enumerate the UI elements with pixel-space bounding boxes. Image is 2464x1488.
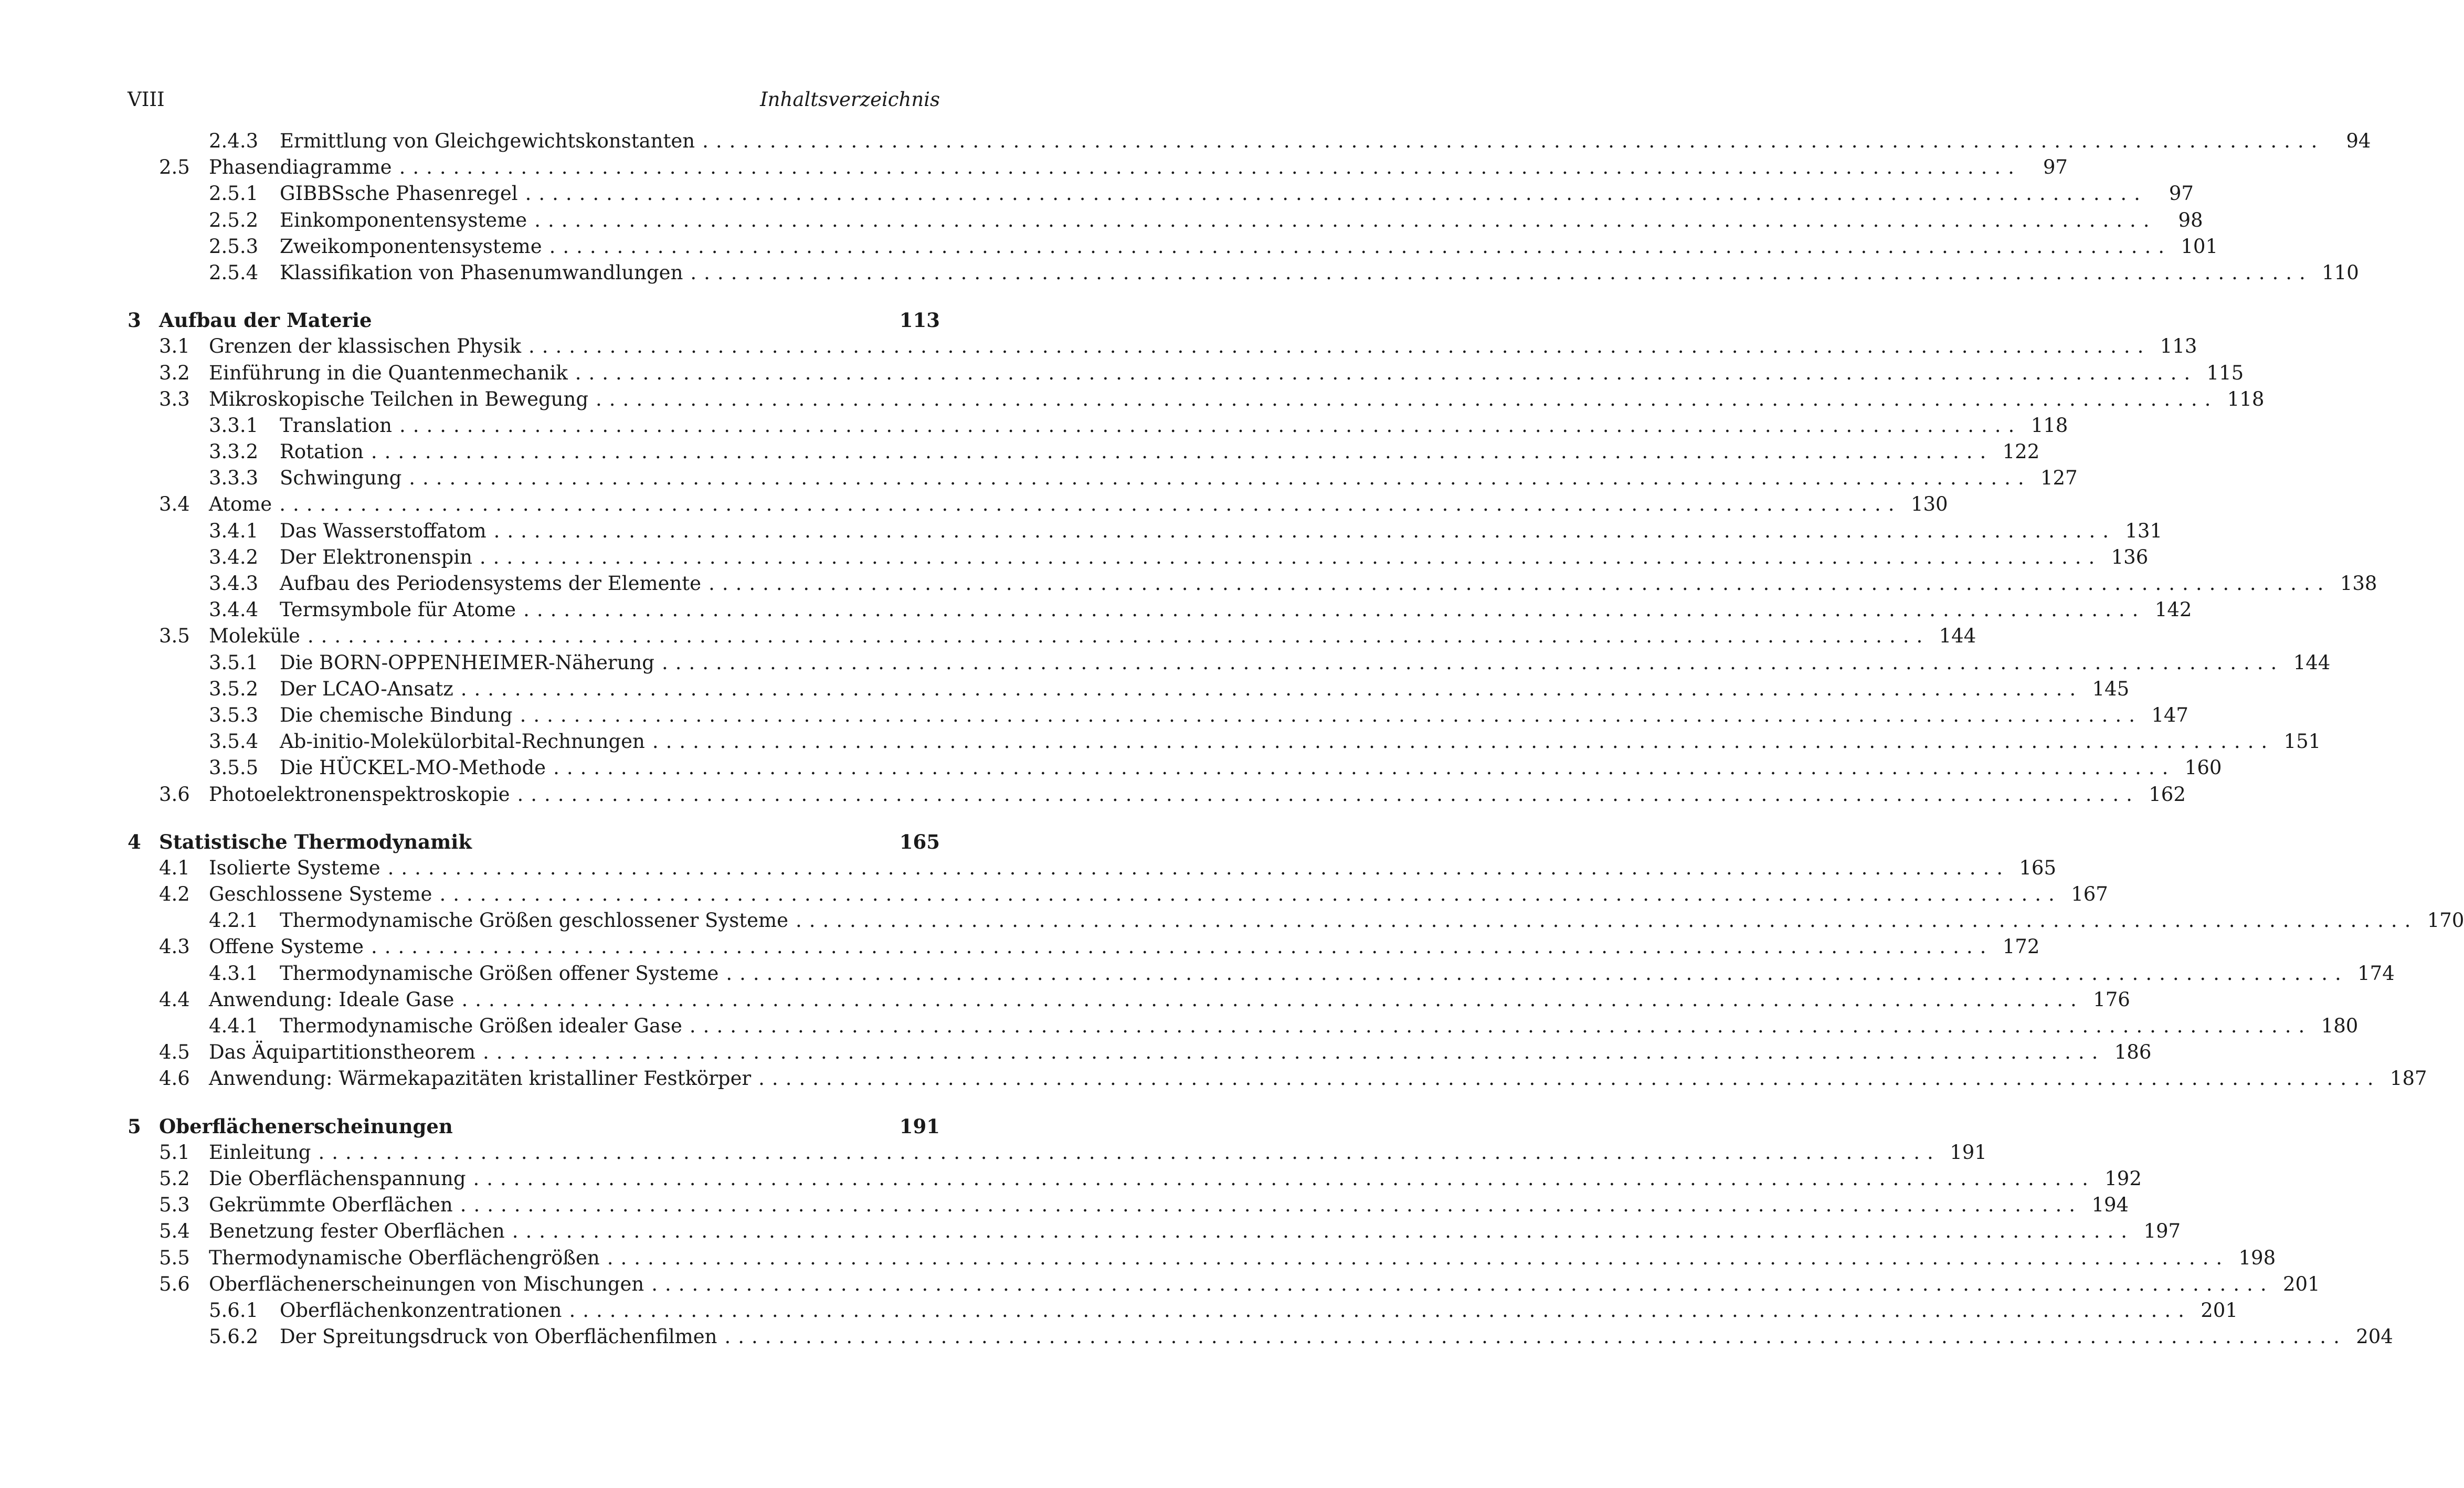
toc-entry-line [280,439,2040,465]
toc-entry-title: Geschlossene Systeme [209,883,432,906]
toc-entry-page: 165 [2019,856,2056,879]
toc-entry-page: 170 [2427,909,2464,932]
dot-leader: ........................................................................................................................ [525,182,2148,205]
toc-entry[interactable] [128,234,2218,260]
dot-leader: ........................................................................................................................ [371,935,1994,958]
toc-entry-number: 3.4 [159,493,190,516]
dot-leader: ........................................................................................................................ [651,1272,2274,1295]
toc-entry-title: Rotation [280,440,364,463]
toc-entry[interactable] [128,755,2222,781]
toc-entry-line [280,676,2130,702]
toc-entry-number: 2.5 [159,156,190,179]
dot-leader: ........................................................................................................................ [473,1167,2096,1190]
toc-entry-number: 3.4.3 [209,572,259,595]
toc-entry[interactable] [128,181,2194,207]
toc-entry-page: 151 [2283,730,2321,753]
toc-entry-title: Einführung in die Quantenmechanik [209,361,568,384]
toc-entry-number: 5.2 [159,1167,190,1190]
toc-entry-title: Isolierte Systeme [209,856,380,879]
toc-entry-number: 3.5.1 [209,651,259,674]
toc-entry-line [209,1192,2129,1218]
toc-entry-page: 118 [2031,414,2068,437]
toc-entry-page: 201 [2282,1272,2320,1295]
table-of-contents [128,128,2464,1350]
dot-leader: ........................................................................................................................ [661,651,2285,674]
toc-entry-title: Offene Systeme [209,935,364,958]
toc-entry-line [280,650,2331,676]
dot-leader: ........................................................................................................................ [596,387,2218,410]
toc-entry-line [209,1271,2320,1297]
toc-entry[interactable] [128,413,2068,439]
dot-leader: ........................................................................................................................ [520,703,2142,726]
toc-entry[interactable] [128,623,1976,649]
toc-entry-line [209,154,2068,181]
toc-entry-title: Einleitung [209,1141,311,1164]
dot-leader: ........................................................................................................................ [493,519,2116,542]
toc-entry[interactable] [128,855,2056,881]
toc-entry-number: 4.4 [159,988,190,1011]
toc-entry-title: Oberflächenerscheinungen [159,1114,453,1138]
toc-entry-number: 3.3.2 [209,440,259,463]
toc-entry[interactable] [128,260,2359,286]
toc-entry-line [280,961,2395,987]
dot-leader: ........................................................................................................................ [553,756,2176,779]
toc-entry[interactable] [128,907,2464,934]
dot-leader: ........................................................................................................................ [652,730,2275,753]
toc-entry-title: Ab-initio-Molekülorbital-Rechnungen [280,730,645,753]
dot-leader: ........................................................................................................................ [708,572,2331,595]
dot-leader: ........................................................................................................................ [399,156,2022,179]
toc-entry-number: 3.3.3 [209,467,259,490]
toc-entry-title: Oberflächenerscheinungen von Mischungen [209,1272,644,1295]
toc-entry-page: 201 [2201,1299,2238,1322]
toc-entry-page: 142 [2154,598,2192,621]
toc-entry-page: 147 [2151,703,2188,726]
toc-entry-page: 136 [2111,545,2149,568]
toc-entry-number: 5.4 [159,1220,190,1243]
dot-leader: ........................................................................................................................ [534,208,2157,231]
toc-entry-title: Die HÜCKEL-MO-Methode [280,756,546,779]
dot-leader: ........................................................................................................................ [399,414,2022,437]
toc-entry-number: 3.5 [159,625,190,648]
toc-entry-title: Klassifikation von Phasenumwandlungen [280,261,683,284]
toc-entry-page: 197 [2143,1220,2181,1243]
dot-leader: ........................................................................................................................ [387,856,2010,879]
toc-entry[interactable] [128,491,1948,518]
toc-entry[interactable] [128,934,2040,960]
toc-entry-page: 165 [899,830,940,853]
toc-chapter[interactable] [128,829,940,855]
toc-entry-number: 5 [128,1114,141,1138]
toc-entry-line [209,360,2244,386]
toc-entry[interactable] [128,1218,2181,1244]
toc-entry-title: Das Äquipartitionstheorem [209,1041,476,1064]
toc-entry-line [280,544,2149,571]
toc-entry-number: 4.5 [159,1041,190,1064]
toc-entry-number: 3.6 [159,783,190,806]
toc-entry-number: 4.6 [159,1067,190,1090]
toc-entry-line [159,829,940,855]
toc-entry-page: 180 [2321,1015,2359,1037]
toc-entry-line [209,1166,2142,1192]
toc-entry-line [280,907,2464,934]
page-header [128,84,940,115]
toc-entry[interactable] [128,1139,1987,1166]
dot-leader: ........................................................................................................................ [549,235,2172,258]
dot-leader: ........................................................................................................................ [690,261,2313,284]
toc-entry-page: 176 [2093,988,2130,1011]
dot-leader: ........................................................................................................................ [460,677,2084,700]
toc-entry-page: 115 [2206,361,2244,384]
toc-entry-title: Der Elektronenspin [280,545,472,568]
toc-entry-page: 172 [2002,935,2040,958]
toc-entry[interactable] [128,987,2130,1013]
toc-entry-line [280,128,2371,154]
toc-entry-title: Das Wasserstoffatom [280,519,487,542]
toc-entry-page: 191 [899,1114,940,1138]
toc-entry-page: 186 [2114,1041,2152,1064]
toc-entry-number: 4.4.1 [209,1015,259,1037]
toc-entry-title: Grenzen der klassischen Physik [209,335,521,358]
toc-entry-title: Aufbau der Materie [159,309,372,332]
toc-entry-line [280,181,2194,207]
toc-entry-page: 145 [2092,677,2130,700]
toc-entry-number: 4.3.1 [209,962,259,985]
toc-entry[interactable] [128,207,2203,234]
dot-leader: ........................................................................................................................ [517,783,2140,806]
toc-entry-line [280,518,2162,544]
toc-entry-title: Thermodynamische Größen idealer Gase [280,1015,682,1037]
toc-entry[interactable] [128,518,2162,544]
toc-entry-page: 127 [2040,467,2078,490]
toc-entry-line [280,1013,2359,1039]
toc-entry-title: Schwingung [280,467,402,490]
toc-entry-title: Der Spreitungsdruck von Oberflächenfilmen [280,1325,717,1348]
toc-entry-title: Die chemische Bindung [280,703,513,726]
toc-entry-number: 3.5.2 [209,677,259,700]
toc-entry-page: 98 [2178,208,2203,231]
toc-entry-title: Photoelektronenspektroskopie [209,783,510,806]
toc-entry[interactable] [128,1065,2427,1092]
toc-entry[interactable] [128,1324,2393,1350]
toc-entry-number: 3.3 [159,387,190,410]
dot-leader: ........................................................................................................................ [726,962,2349,985]
toc-entry-page: 167 [2071,883,2108,906]
toc-entry[interactable] [128,1297,2238,1324]
toc-entry[interactable] [128,333,2197,360]
toc-entry[interactable] [128,1245,2276,1271]
toc-entry-number: 5.6.2 [209,1325,259,1348]
toc-entry-page: 144 [2293,651,2331,674]
toc-entry-number: 3.4.4 [209,598,259,621]
toc-entry-line [280,413,2068,439]
toc-entry[interactable] [128,782,2186,808]
toc-entry-number: 5.1 [159,1141,190,1164]
toc-entry-number: 4.2.1 [209,909,259,932]
toc-entry-title: GIBBSsche Phasenregel [280,182,518,205]
toc-entry-page: 110 [2322,261,2359,284]
toc-entry-page: 97 [2043,156,2068,179]
toc-entry-title: Thermodynamische Größen geschlossener Systeme [280,909,789,932]
toc-entry[interactable] [128,465,2078,491]
toc-entry[interactable] [128,154,2068,181]
toc-entry-line [280,571,2377,597]
toc-entry-page: 113 [2160,335,2197,358]
toc-entry-line [280,234,2218,260]
toc-entry-title: Einkomponentensysteme [280,208,527,231]
toc-entry-number: 5.5 [159,1246,190,1269]
toc-entry-page: 144 [1939,625,1976,648]
toc-entry-title: Oberflächenkonzentrationen [280,1299,562,1322]
toc-entry[interactable] [128,1039,2152,1065]
toc-entry-title: Anwendung: Wärmekapazitäten kristalliner Festkörper [209,1067,752,1090]
toc-entry-line [159,307,940,333]
toc-entry-page: 101 [2181,235,2218,258]
toc-entry-number: 3.2 [159,361,190,384]
toc-entry-line [209,1245,2276,1271]
dot-leader: ........................................................................................................................ [689,1015,2312,1037]
toc-entry[interactable] [128,386,2265,413]
dot-leader: ........................................................................................................................ [569,1299,2192,1322]
toc-entry-line [209,1039,2152,1065]
dot-leader: ........................................................................................................................ [307,625,1930,648]
toc-entry-line [209,1218,2181,1244]
toc-entry-line [209,855,2056,881]
toc-entry-line [280,207,2203,234]
toc-entry-page: 187 [2389,1067,2427,1090]
toc-entry-title: Statistische Thermodynamik [159,830,472,853]
dot-leader: ........................................................................................................................ [724,1325,2347,1348]
toc-entry-number: 3 [128,309,141,332]
toc-entry-title: Termsymbole für Atome [280,598,516,621]
toc-entry[interactable] [128,544,2149,571]
toc-entry-line [280,260,2359,286]
toc-entry-page: 194 [2091,1194,2129,1217]
toc-entry[interactable] [128,676,2130,702]
toc-entry[interactable] [128,729,2321,755]
dot-leader: ........................................................................................................................ [796,909,2418,932]
dot-leader: ........................................................................................................................ [607,1246,2230,1269]
toc-entry-page: 122 [2002,440,2040,463]
toc-entry-number: 4.3 [159,935,190,958]
toc-entry-page: 192 [2105,1167,2142,1190]
toc-entry-number: 3.5.3 [209,703,259,726]
toc-entry-page: 204 [2356,1325,2393,1348]
toc-entry-line [159,1113,940,1139]
toc-entry[interactable] [128,360,2244,386]
toc-entry-line [280,702,2188,729]
toc-entry-line [209,623,1976,649]
toc-entry-number: 3.1 [159,335,190,358]
toc-entry[interactable] [128,128,2371,154]
toc-entry[interactable] [128,1166,2142,1192]
toc-entry[interactable] [128,597,2192,623]
toc-entry[interactable] [128,1013,2359,1039]
dot-leader: ........................................................................................................................ [523,598,2146,621]
toc-entry-line [209,491,1948,518]
toc-entry-number: 3.4.1 [209,519,259,542]
dot-leader: ........................................................................................................................ [409,467,2032,490]
toc-entry-page: 160 [2184,756,2222,779]
dot-leader: ........................................................................................................................ [439,883,2062,906]
toc-entry-title: Ermittlung von Gleichgewichtskonstanten [280,130,695,152]
toc-entry-line [280,597,2192,623]
toc-entry-line [280,1324,2393,1350]
toc-entry-title: Phasendiagramme [209,156,392,179]
toc-entry-number: 2.5.1 [209,182,259,205]
dot-leader: ........................................................................................................................ [758,1067,2381,1090]
toc-entry[interactable] [128,650,2331,676]
toc-entry-number: 2.5.2 [209,208,259,231]
toc-entry[interactable] [128,1271,2320,1297]
toc-entry-title: Moleküle [209,625,300,648]
dot-leader: ........................................................................................................................ [483,1041,2106,1064]
toc-entry-number: 3.5.4 [209,730,259,753]
toc-entry-line [280,465,2078,491]
toc-entry-line [209,386,2265,413]
toc-entry-number: 5.6.1 [209,1299,259,1322]
toc-entry-page: 198 [2238,1246,2276,1269]
toc-entry-number: 3.4.2 [209,545,259,568]
dot-leader: ........................................................................................................................ [528,335,2151,358]
toc-entry-title: Zweikomponentensysteme [280,235,542,258]
toc-entry-title: Anwendung: Ideale Gase [209,988,454,1011]
toc-entry[interactable] [128,439,2040,465]
toc-entry-page: 191 [1950,1141,1987,1164]
toc-entry-line [209,1065,2427,1092]
dot-leader: ........................................................................................................................ [318,1141,1941,1164]
toc-entry-page: 130 [1910,493,1948,516]
toc-entry-number: 5.6 [159,1272,190,1295]
toc-entry-line [209,782,2186,808]
toc-entry-title: Atome [209,493,272,516]
toc-entry-title: Aufbau des Periodensystems der Elemente [280,572,702,595]
toc-entry-number: 5.3 [159,1194,190,1217]
toc-entry-number: 2.5.3 [209,235,259,258]
toc-entry-title: Die Oberflächenspannung [209,1167,466,1190]
toc-entry-line [280,755,2222,781]
toc-chapter[interactable] [128,307,940,333]
toc-entry-line [209,1139,1987,1166]
toc-entry-page: 131 [2125,519,2162,542]
toc-entry-page: 174 [2357,962,2395,985]
toc-entry-line [280,1297,2238,1324]
toc-entry-number: 4.2 [159,883,190,906]
toc-entry-page: 138 [2340,572,2377,595]
dot-leader: ........................................................................................................................ [461,988,2084,1011]
toc-entry-line [209,987,2130,1013]
toc-entry[interactable] [128,881,2108,907]
toc-entry-number: 2.5.4 [209,261,259,284]
toc-entry-number: 4 [128,830,141,853]
dot-leader: ........................................................................................................................ [702,130,2325,152]
dot-leader: ........................................................................................................................ [479,545,2102,568]
toc-entry-page: 118 [2227,387,2265,410]
toc-entry[interactable] [128,961,2395,987]
toc-chapter[interactable] [128,1113,940,1139]
toc-entry-title: Thermodynamische Größen offener Systeme [280,962,719,985]
toc-entry-title: Der LCAO-Ansatz [280,677,453,700]
dot-leader: ........................................................................................................................ [575,361,2198,384]
toc-entry-line [209,881,2108,907]
toc-entry[interactable] [128,1192,2129,1218]
toc-entry-line [209,333,2197,360]
toc-entry-number: 3.3.1 [209,414,259,437]
page-number: VIII [128,88,165,111]
toc-entry[interactable] [128,571,2377,597]
toc-entry-page: 162 [2149,783,2186,806]
dot-leader: ........................................................................................................................ [371,440,1994,463]
toc-entry-title: Die BORN-OPPENHEIMER-Näherung [280,651,654,674]
toc-entry-line [280,729,2321,755]
dot-leader: ........................................................................................................................ [512,1220,2135,1243]
toc-entry[interactable] [128,702,2188,729]
toc-entry-page: 113 [899,309,940,332]
toc-entry-title: Translation [280,414,392,437]
dot-leader: ........................................................................................................................ [279,493,1902,516]
toc-entry-page: 94 [2346,130,2371,152]
toc-entry-title: Gekrümmte Oberflächen [209,1194,453,1217]
toc-entry-number: 4.1 [159,856,190,879]
dot-leader: ........................................................................................................................ [460,1194,2083,1217]
running-title: Inhaltsverzeichnis [760,88,940,111]
toc-entry-title: Mikroskopische Teilchen in Bewegung [209,387,589,410]
toc-entry-title: Benetzung fester Oberflächen [209,1220,505,1243]
toc-entry-number: 2.4.3 [209,130,259,152]
toc-entry-page: 97 [2169,182,2194,205]
toc-entry-number: 3.5.5 [209,756,259,779]
toc-entry-title: Thermodynamische Oberflächengrößen [209,1246,600,1269]
toc-entry-line [209,934,2040,960]
